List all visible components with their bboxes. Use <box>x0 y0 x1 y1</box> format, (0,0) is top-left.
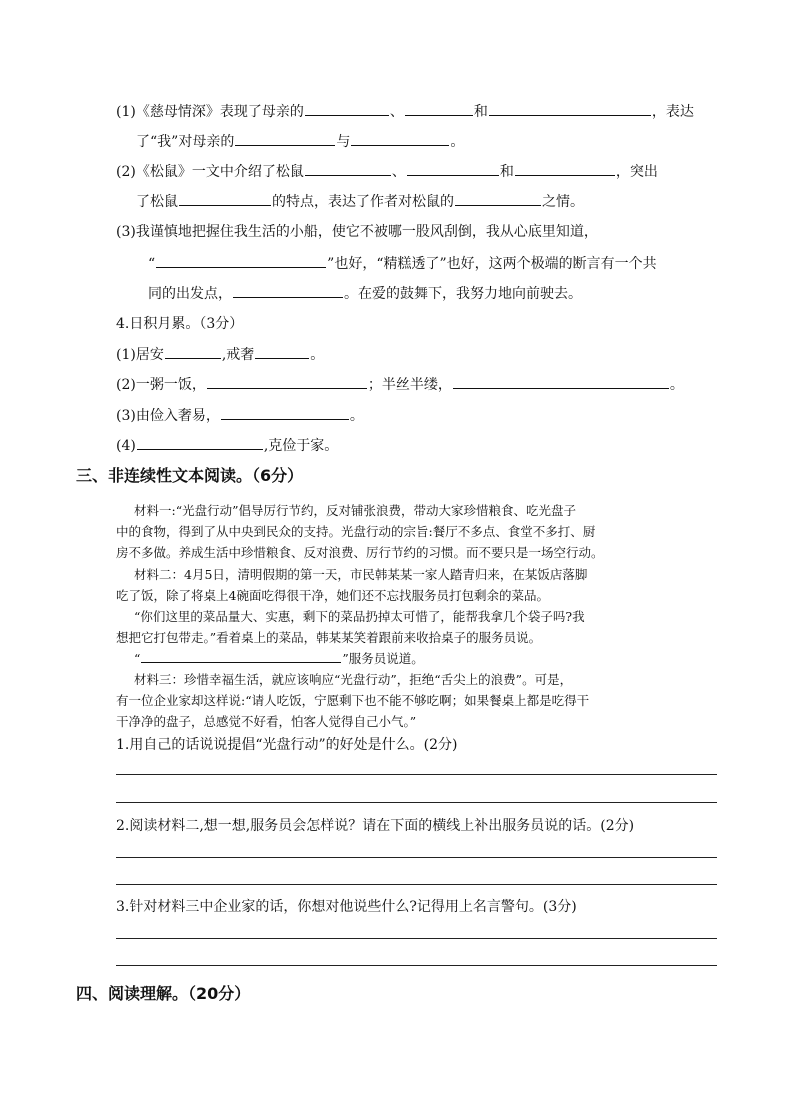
text: 同的出发点， <box>148 286 232 302</box>
answer-line[interactable] <box>116 938 717 939</box>
material-3-line-3: 干净净的盘子，总感觉不好看，怕客人觉得自己小气。” <box>116 714 417 729</box>
text: (3)我谨慎地把握住我生活的小船，使它不被哪一股风刮倒，我从心底里知道， <box>116 224 598 240</box>
material-2-line-2: 吃了饭，除了将桌上4碗面吃得很干净，她们还不忘找服务员打包剩余的菜品。 <box>116 588 549 603</box>
material-2-line-1: 材料二：4月5日，清明假期的第一天，市民韩某某一家人踏青归来，在某饭店落脚 <box>134 567 588 582</box>
text: 和 <box>473 104 488 120</box>
text: ”服务员说道。 <box>342 651 424 666</box>
q3-item-3-line-2 <box>148 253 657 274</box>
text: “ <box>148 256 156 272</box>
text: 。 <box>450 134 465 150</box>
section-3-question-2: 2.阅读材料二,想一想,服务员会怎样说？请在下面的横线上补出服务员说的话。(2分) <box>116 818 635 834</box>
text: (4) <box>116 438 136 454</box>
answer-blank[interactable] <box>137 435 263 450</box>
text: 与 <box>336 134 351 150</box>
text: (1)《慈母情深》表现了母亲的 <box>116 104 304 120</box>
answer-blank[interactable] <box>141 650 341 663</box>
text: (2)一粥一饭， <box>116 377 206 393</box>
answer-blank[interactable] <box>207 374 367 389</box>
text: (1)居安 <box>116 347 164 363</box>
answer-blank[interactable] <box>407 161 499 176</box>
material-2-line-4: 想把它打包带走。”看着桌上的菜品，韩某某笑着跟前来收拾桌子的服务员说。 <box>116 630 542 645</box>
answer-blank[interactable] <box>455 191 541 206</box>
answer-blank[interactable] <box>305 161 391 176</box>
text: (2)《松鼠》一文中介绍了松鼠 <box>116 164 304 180</box>
text: 了松鼠 <box>136 194 178 210</box>
q4-title: 4.日积月累。（3分） <box>116 316 244 332</box>
material-2-line-3: “你们这里的菜品量大、实惠，剩下的菜品扔掉太可惜了，能帮我拿几个袋子吗?我 <box>134 609 585 624</box>
answer-line[interactable] <box>116 774 717 775</box>
text: 了“我”对母亲的 <box>136 134 235 150</box>
answer-blank[interactable] <box>156 253 326 268</box>
q4-line-4 <box>116 435 338 456</box>
text: 。 <box>349 408 364 424</box>
answer-blank[interactable] <box>453 374 669 389</box>
answer-line[interactable] <box>116 857 717 858</box>
text: 的特点，表达了作者对松鼠的 <box>272 194 454 210</box>
q3-item-1-line-1 <box>116 101 694 122</box>
text: ，突出 <box>615 164 658 180</box>
section-3-question-1: 1.用自己的话说说提倡“光盘行动”的好处是什么。(2分) <box>116 737 458 753</box>
q3-item-3-line-3 <box>148 283 582 304</box>
answer-blank[interactable] <box>515 161 615 176</box>
text: ,克俭于家。 <box>263 438 339 454</box>
section-4-title: 四、阅读理解。（20分） <box>76 984 251 1003</box>
answer-blank[interactable] <box>489 101 651 116</box>
q4-line-3 <box>116 405 364 426</box>
q4-line-1 <box>116 344 324 365</box>
answer-blank[interactable] <box>255 344 309 359</box>
material-3-line-1: 材料三：珍惜幸福生活，就应该响应“光盘行动”，拒绝“舌尖上的浪费”。可是， <box>134 672 573 687</box>
material-1-line-3: 房不多做。养成生活中珍惜粮食、反对浪费、厉行节约的习惯。而不要只是一场空行动。 <box>116 545 604 560</box>
text: 和 <box>499 164 514 180</box>
text: 、 <box>391 164 406 180</box>
text: ，表达 <box>651 104 694 120</box>
material-1-line-2: 中的食物，得到了从中央到民众的支持。光盘行动的宗旨:餐厅不多点、食堂不多打、厨 <box>116 524 596 539</box>
answer-blank[interactable] <box>235 131 335 146</box>
material-1-line-1: 材料一:“光盘行动”倡导厉行节约，反对铺张浪费，带动大家珍惜粮食、吃光盘子 <box>134 503 576 518</box>
q3-item-2-line-2 <box>136 191 584 212</box>
text: ”也好，“精糕透了”也好，这两个极端的断言有一个共 <box>327 256 657 272</box>
text: 。 <box>669 377 684 393</box>
text: “ <box>134 651 141 666</box>
answer-blank[interactable] <box>351 131 449 146</box>
text: 。 <box>310 347 325 363</box>
text: ；半丝半缕， <box>367 377 452 393</box>
text: 。在爱的鼓舞下，我努力地向前驶去。 <box>344 286 582 302</box>
section-3-title: 三、非连续性文本阅读。（6分） <box>76 466 304 485</box>
answer-blank[interactable] <box>405 101 473 116</box>
answer-blank[interactable] <box>165 344 221 359</box>
answer-blank[interactable] <box>233 283 343 298</box>
text: ,戒奢 <box>221 347 255 363</box>
answer-blank[interactable] <box>305 101 389 116</box>
answer-line[interactable] <box>116 802 717 803</box>
material-2-line-5 <box>134 650 424 667</box>
answer-line[interactable] <box>116 884 717 885</box>
q3-item-1-line-2 <box>136 131 464 152</box>
text: 之情。 <box>542 194 584 210</box>
text: (3)由俭入奢易， <box>116 408 220 424</box>
answer-line[interactable] <box>116 965 717 966</box>
answer-blank[interactable] <box>179 191 271 206</box>
material-3-line-2: 有一位企业家却这样说:“请人吃饭，宁愿剩下也不能不够吃啊；如果餐桌上都是吃得干 <box>116 693 590 708</box>
q3-item-2-line-1 <box>116 161 658 182</box>
answer-blank[interactable] <box>221 405 349 420</box>
text: 、 <box>389 104 404 120</box>
section-3-question-3: 3.针对材料三中企业家的话，你想对他说些什么?记得用上名言警句。(3分) <box>116 899 577 915</box>
q3-item-3-line-1 <box>116 222 598 242</box>
q4-line-2 <box>116 374 684 395</box>
